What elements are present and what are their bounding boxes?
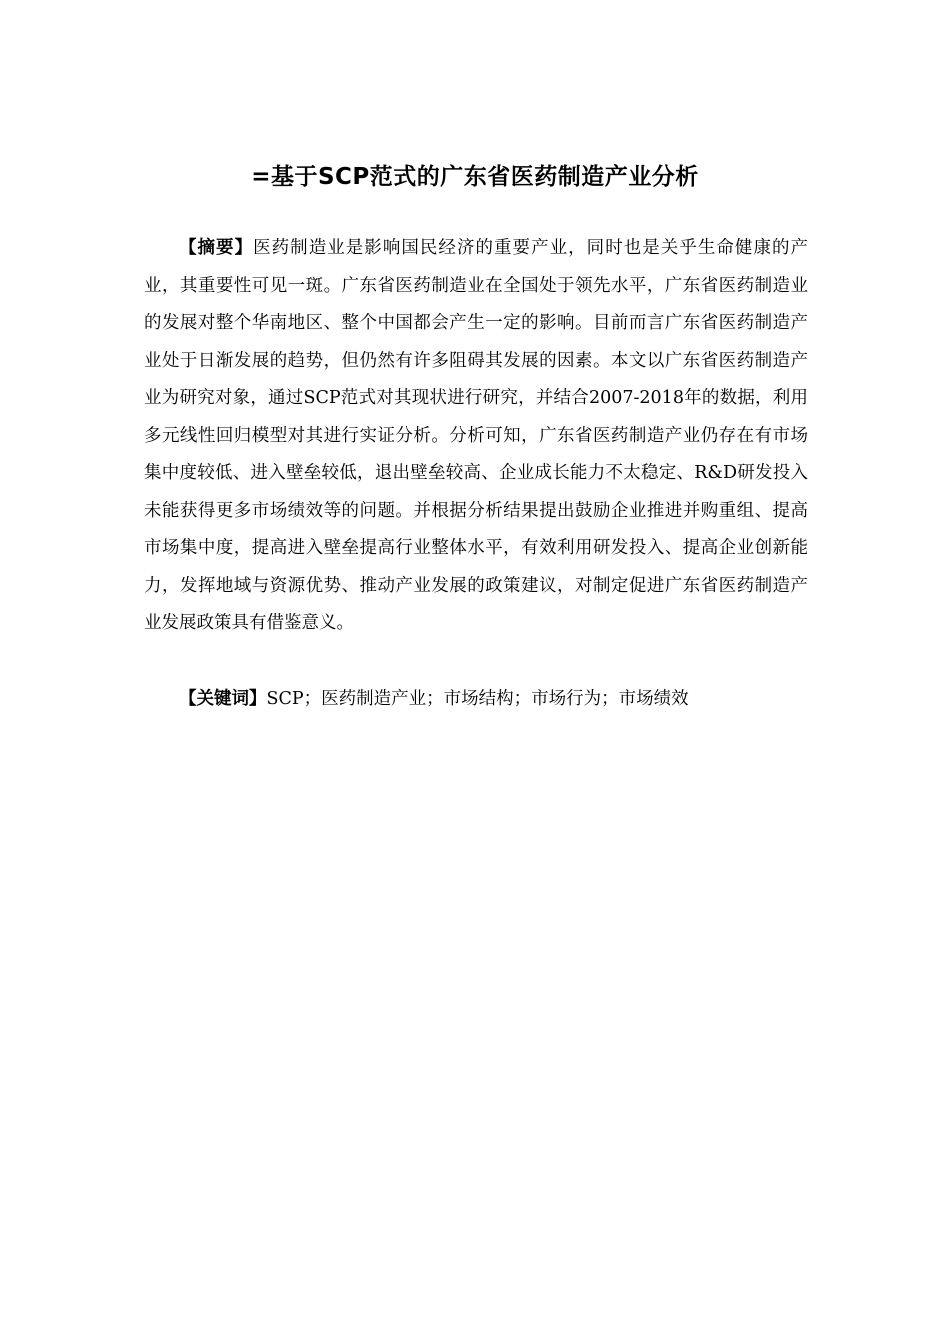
keywords-label: 【关键词】 [179, 689, 267, 709]
keywords-paragraph [144, 681, 808, 719]
abstract-text: 医药制造业是影响国民经济的重要产业，同时也是关乎生命健康的产业，其重要性可见一斑。广东省医药制造业在全国处于领先水平，广东省医药制造业的发展对整个华南地区、整个中国都会产生一定的影响。目前而言广东省医药制造产业处于日渐发展的趋势，但仍然有许多阻碍其发展的因素。本文以广东省医药制造产业为研究对象，通过SCP范式对其现状进行研究，并结合2007-2018年的数据，利用多元线性回归模型对其进行实证分析。分析可知，广东省医药制造产业仍存在有市场集中度较低、进入壁垒较低，退出壁垒较高、企业成长能力不太稳定、R&D研发投入未能获得更多市场绩效等的问题。并根据分析结果提出鼓励企业推进并购重组、提高市场集中度，提高进入壁垒提高行业整体水平，有效利用研发投入、提高企业创新能力，发挥地域与资源优势、推动产业发展的政策建议，对制定促进广东省医药制造产业发展政策具有借鉴意义。 [144, 238, 809, 633]
abstract-paragraph [144, 230, 808, 643]
abstract-label: 【摘要】 [179, 238, 254, 258]
document-title: =基于SCP范式的广东省医药制造产业分析 [251, 164, 699, 190]
keywords-text: SCP；医药制造产业；市场结构；市场行为；市场绩效 [266, 689, 689, 709]
